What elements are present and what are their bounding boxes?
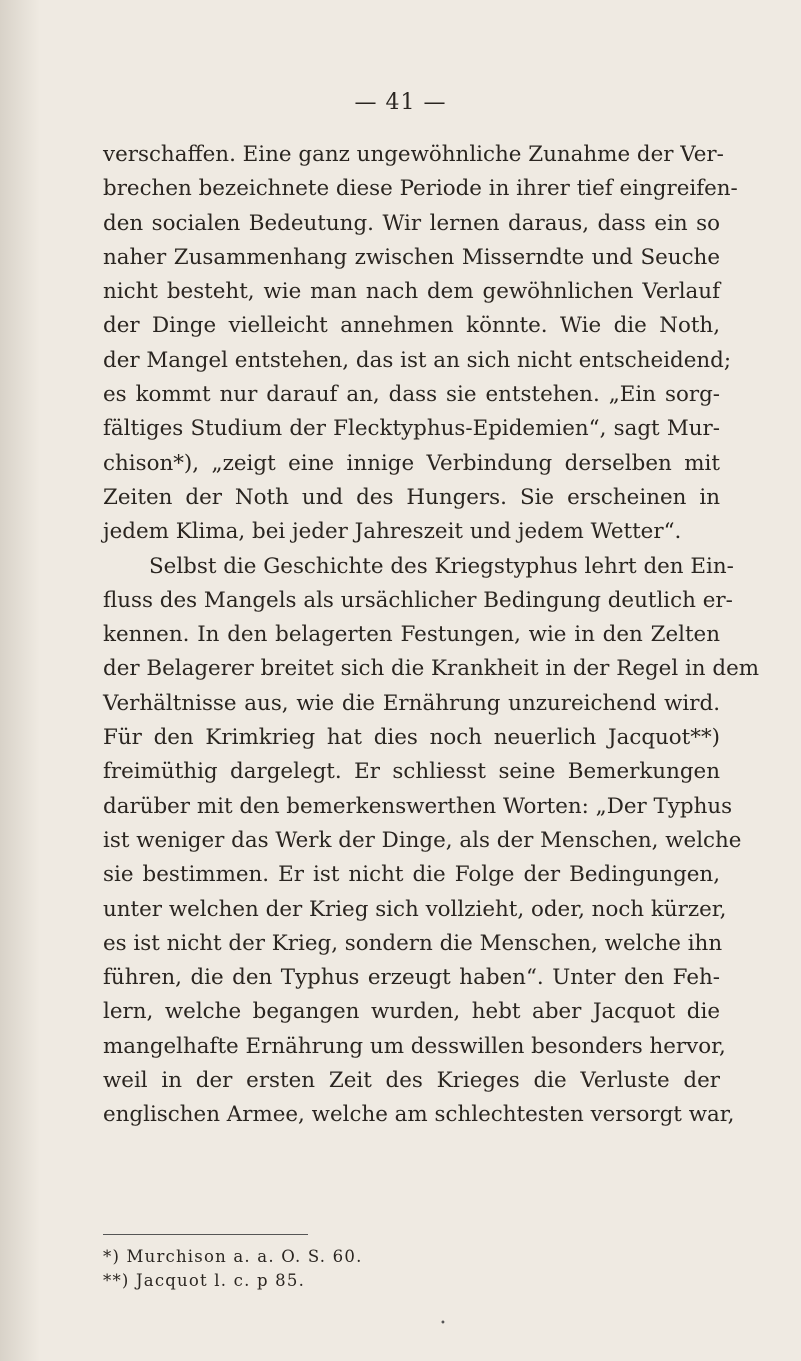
text-line: jedem Klima, bei jeder Jahreszeit und jedem Wetter“. — [103, 519, 682, 545]
stray-ink-mark: • — [440, 1318, 446, 1329]
text-line: es kommt nur darauf an, dass sie entstehen. „Ein sorg- — [103, 382, 720, 408]
body-text — [103, 138, 760, 1133]
text-line: sie bestimmen. Er ist nicht die Folge der Bedingungen, — [103, 862, 720, 888]
footnote: *) Murchison a. a. O. S. 60. — [103, 1247, 363, 1266]
text-line: verschaffen. Eine ganz ungewöhnliche Zunahme der Ver- — [103, 142, 724, 167]
text-line: Für den Krimkrieg hat dies noch neuerlich Jacquot**) — [103, 725, 720, 751]
page-number: — 41 — — [354, 90, 447, 115]
text-line: naher Zusammenhang zwischen Misserndte und Seuche — [103, 244, 720, 270]
text-line: der Mangel entstehen, das ist an sich nicht entscheidend; — [103, 347, 732, 373]
footnote: **) Jacquot l. c. p 85. — [103, 1271, 306, 1290]
text-line: chison*), „zeigt eine innige Verbindung derselben mit — [103, 450, 720, 476]
text-line: ist weniger das Werk der Dinge, als der Menschen, welche — [103, 827, 742, 853]
footnotes — [103, 1245, 363, 1293]
text-line: fältiges Studium der Flecktyphus-Epidemien“, sagt Mur- — [103, 416, 720, 442]
text-line: der Belagerer breitet sich die Krankheit in der Regel in dem — [103, 656, 760, 682]
text-line: lern, welche begangen wurden, hebt aber Jacquot die — [103, 999, 720, 1025]
text-line: weil in der ersten Zeit des Krieges die Verluste der — [103, 1068, 720, 1094]
paragraph-start-line: Selbst die Geschichte des Kriegstyphus lehrt den Ein- — [149, 553, 734, 579]
text-line: englischen Armee, welche am schlechtesten versorgt war, — [103, 1102, 735, 1128]
text-line: nicht besteht, wie man nach dem gewöhnlichen Verlauf — [103, 279, 720, 305]
text-line: es ist nicht der Krieg, sondern die Menschen, welche ihn — [103, 930, 723, 956]
text-line: fluss des Mangels als ursächlicher Bedingung deutlich er- — [103, 587, 733, 613]
text-line: darüber mit den bemerkenswerthen Worten: „Der Typhus — [103, 793, 733, 819]
text-line: führen, die den Typhus erzeugt haben“. Unter den Feh- — [103, 965, 720, 991]
text-line: mangelhafte Ernährung um desswillen besonders hervor, — [103, 1033, 726, 1059]
text-line: Zeiten der Noth und des Hungers. Sie erscheinen in — [103, 484, 720, 510]
text-line: den socialen Bedeutung. Wir lernen daraus, dass ein so — [103, 210, 720, 236]
text-line: brechen bezeichnete diese Periode in ihrer tief eingreifen- — [103, 176, 738, 202]
text-line: Verhältnisse aus, wie die Ernährung unzureichend wird. — [103, 690, 720, 716]
footnote-divider — [103, 1234, 308, 1235]
text-line: unter welchen der Krieg sich vollzieht, oder, noch kürzer, — [103, 896, 727, 922]
page-edge-shadow — [0, 0, 40, 1361]
text-line: der Dinge vielleicht annehmen könnte. Wie die Noth, — [103, 313, 720, 339]
text-line: kennen. In den belagerten Festungen, wie in den Zelten — [103, 622, 720, 648]
text-line: freimüthig dargelegt. Er schliesst seine Bemerkungen — [103, 759, 720, 785]
